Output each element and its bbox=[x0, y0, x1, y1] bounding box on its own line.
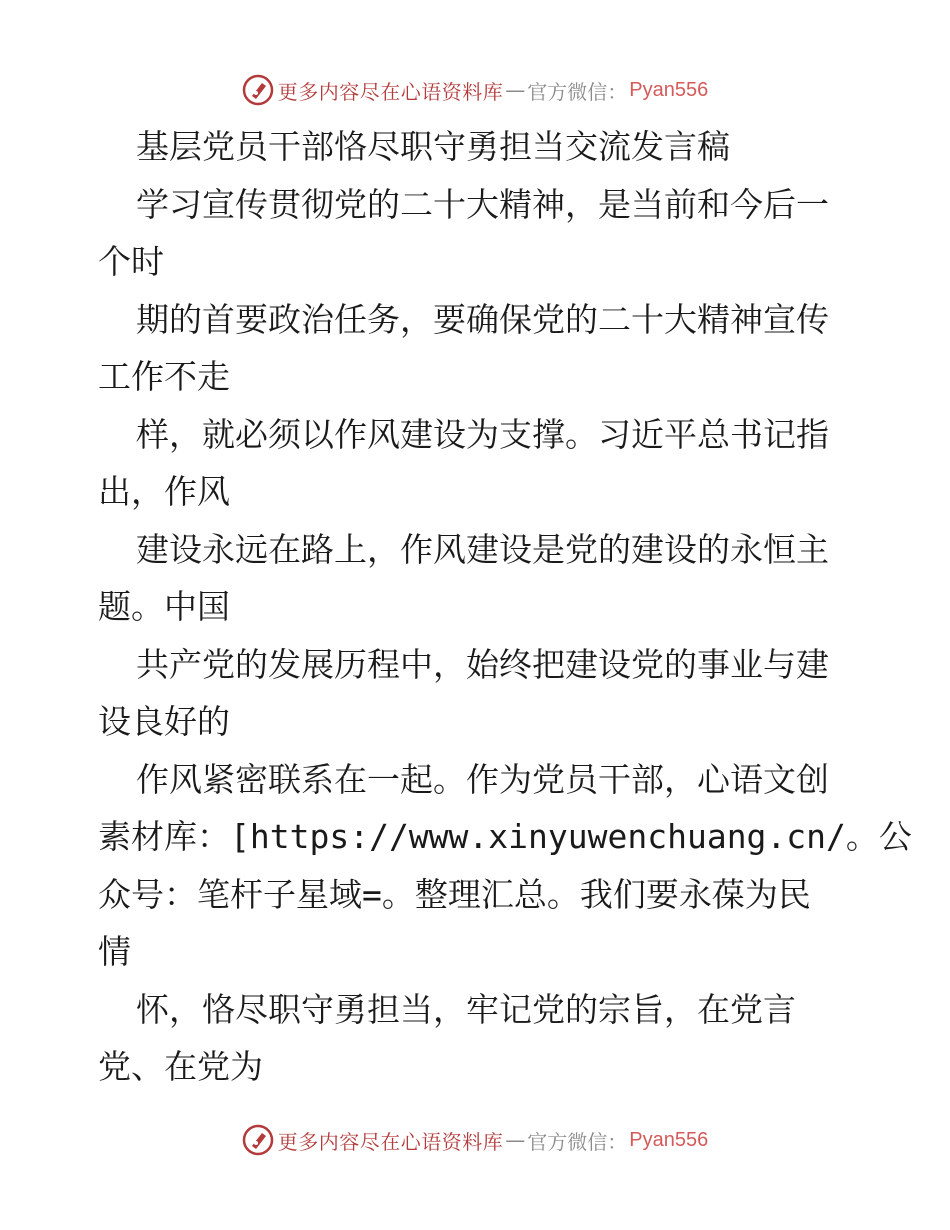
banner-wechat-label: 官方微信： bbox=[527, 1129, 628, 1154]
paragraph-line: 工作不走 bbox=[98, 357, 230, 396]
paragraph-line: 样，就必须以作风建设为支撑。习近平总书记指 bbox=[136, 414, 829, 454]
paragraph-line: 设良好的 bbox=[98, 702, 230, 741]
paragraph-line: 怀，恪尽职守勇担当，牢记党的宗旨，在党言 bbox=[136, 989, 796, 1029]
banner-site-text: 更多内容尽在心语资料库 bbox=[277, 79, 504, 104]
paragraph-line: 作风紧密联系在一起。作为党员干部，心语文创 bbox=[136, 759, 829, 799]
pen-nib-logo-icon bbox=[242, 74, 274, 106]
paragraph-line: 众号：笔杆子星域=。整理汇总。我们要永葆为民 bbox=[98, 874, 811, 914]
footer-banner bbox=[0, 1120, 950, 1160]
paragraph-line: 党、在党为 bbox=[98, 1047, 263, 1086]
paragraph-line: 学习宣传贯彻党的二十大精神，是当前和今后一 bbox=[136, 184, 829, 224]
paragraph-line: 期的首要政治任务，要确保党的二十大精神宣传 bbox=[136, 299, 829, 339]
banner-separator: — bbox=[505, 1128, 526, 1152]
paragraph-line: 建设永远在路上，作风建设是党的建设的永恒主 bbox=[136, 529, 829, 569]
paragraph-line: 共产党的发展历程中，始终把建设党的事业与建 bbox=[136, 644, 829, 684]
paragraph-line: 情 bbox=[98, 932, 131, 971]
pen-nib-logo-icon bbox=[242, 1124, 274, 1156]
document-body bbox=[98, 118, 912, 1096]
banner-separator: — bbox=[505, 78, 526, 102]
paragraph-line: 出，作风 bbox=[98, 472, 230, 511]
banner-wechat-label: 官方微信： bbox=[527, 79, 628, 104]
paragraph-line: 题。中国 bbox=[98, 587, 230, 626]
header-banner bbox=[0, 70, 950, 110]
paragraph-line: 个时 bbox=[98, 242, 164, 281]
banner-wechat-id: Pyan556 bbox=[629, 1128, 709, 1151]
document-title: 基层党员干部恪尽职守勇担当交流发言稿 bbox=[136, 127, 730, 166]
banner-site-text: 更多内容尽在心语资料库 bbox=[277, 1129, 504, 1154]
banner-wechat-id: Pyan556 bbox=[629, 78, 709, 101]
paragraph-line: 素材库：[https://www.xinyuwenchuang.cn/。公 bbox=[98, 817, 912, 856]
